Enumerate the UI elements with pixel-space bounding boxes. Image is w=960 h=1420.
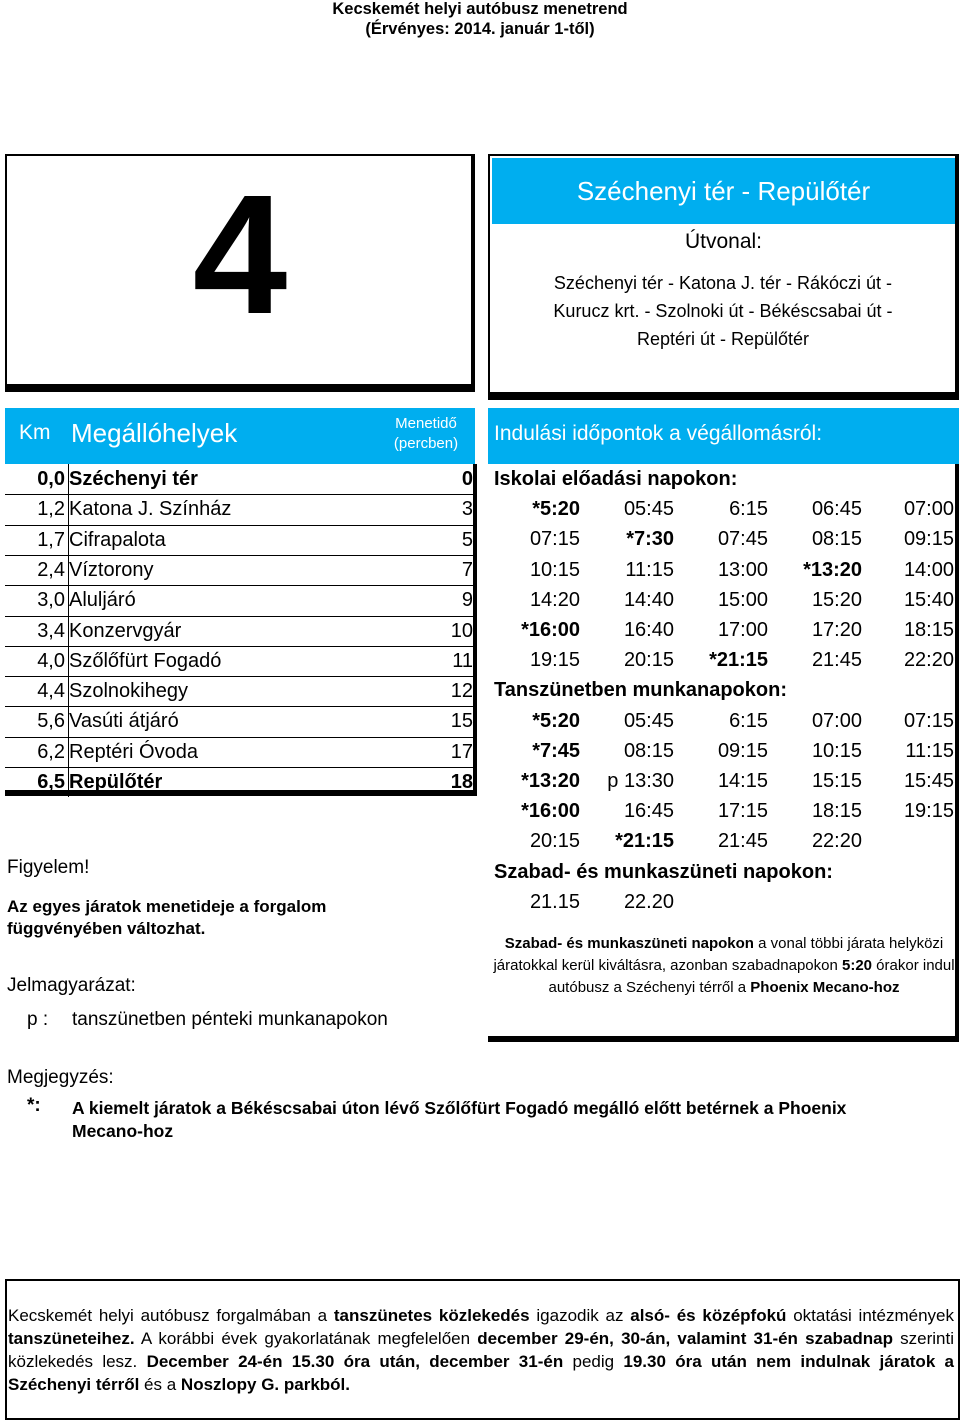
departure-time: 19:15 — [529, 649, 580, 672]
departures-header: Indulási időpontok a végállomásról: — [494, 422, 823, 445]
warning-title: Figyelem! — [7, 857, 90, 878]
departure-time: 07:15 — [529, 528, 580, 551]
departure-time: *16:00 — [521, 800, 580, 823]
stop-travel-time: 5 — [461, 528, 473, 551]
departure-time: p 13:30 — [607, 770, 674, 792]
departure-time: 22:20 — [811, 830, 862, 853]
remark-key: *: — [27, 1095, 41, 1116]
stop-name: Konzervgyár — [69, 619, 182, 642]
departure-time: 21:45 — [717, 830, 768, 853]
stop-travel-time: 10 — [450, 619, 473, 642]
departure-time: 15:00 — [717, 588, 768, 611]
text-run: oktatási intézmények — [786, 1306, 954, 1325]
text-run: 5:20 — [841, 957, 873, 974]
warning-text: Az egyes járatok menetideje a forgalom függvényében változhat. — [7, 897, 327, 938]
schedule-section-title: Tanszünetben munkanapokon: — [494, 679, 787, 702]
stop-name: Cifrapalota — [69, 528, 166, 551]
departure-time: *13:20 — [521, 770, 580, 792]
text-run: Noszlopy G. parkból. — [180, 1375, 351, 1394]
departure-time: 16:45 — [623, 800, 674, 823]
departure-time: 17:00 — [717, 619, 768, 641]
stop-travel-time: 9 — [461, 589, 473, 612]
departure-time: *5:20 — [532, 498, 580, 521]
stop-travel-time: 18 — [450, 771, 473, 793]
text-run: A korábbi évek gyakorlatának megfelelően — [134, 1329, 478, 1348]
legend-value: tanszünetben pénteki munkanapokon — [72, 1009, 388, 1030]
stop-name: Szőlőfürt Fogadó — [69, 649, 222, 672]
stop-km: 3,0 — [37, 589, 65, 612]
stop-km: 0,0 — [37, 468, 65, 490]
departure-time: 22:20 — [903, 649, 954, 672]
remark-text: A kiemelt járatok a Békéscsabai úton lévő Szőlőfürt Fogadó megálló előtt betérnek a Phoenix Mecano-hoz — [72, 1098, 847, 1141]
text-run: Phoenix Mecano-hoz — [750, 979, 900, 996]
departure-time: 07:00 — [903, 498, 954, 521]
departure-time: 07:15 — [903, 709, 954, 732]
remark-title: Megjegyzés: — [7, 1067, 114, 1088]
departure-time: *13:20 — [803, 558, 862, 581]
departure-time: 14:00 — [903, 558, 954, 581]
text-run: igazodik az — [529, 1306, 631, 1325]
departure-time: 05:45 — [623, 709, 674, 732]
departure-time: *21:15 — [615, 830, 674, 853]
text-run: a vonal többi járata helyközi járatokkal kerül kiváltásra, azonban szabadnapokon — [493, 935, 944, 974]
departure-time: 10:15 — [811, 739, 862, 762]
footer-notice — [8, 1304, 954, 1396]
text-run: Szabad- és munkaszüneti napokon — [504, 935, 754, 952]
departure-time: 20:15 — [529, 830, 580, 853]
departure-time: 14:20 — [529, 588, 580, 611]
departure-time: 14:40 — [623, 588, 674, 611]
stop-km: 6,5 — [37, 771, 65, 793]
stop-name: Reptéri Óvoda — [69, 740, 198, 763]
route-path-label: Útvonal: — [684, 230, 763, 253]
departure-time: 05:45 — [623, 498, 674, 521]
departure-time: *7:30 — [626, 528, 674, 551]
departure-time: 6:15 — [729, 498, 768, 521]
text-run: december 29-én, 30-án, valamint 31-én szabadnap — [477, 1329, 893, 1348]
validity-date: (Érvényes: 2014. január 1-től) — [365, 20, 595, 38]
text-run: és a — [139, 1375, 181, 1394]
stops-header: Megállóhelyek — [71, 418, 238, 448]
text-run: December 24-én 15.30 óra után, december 31-én — [146, 1352, 564, 1371]
departure-time: 09:15 — [903, 528, 954, 551]
departure-time: 20:15 — [623, 649, 674, 672]
route-title: Széchenyi tér - Repülőtér — [492, 158, 955, 224]
departure-time: 15:20 — [811, 588, 862, 611]
departure-time: 13:00 — [717, 558, 768, 581]
stop-name: Repülőtér — [69, 771, 163, 793]
departure-time: 17:20 — [811, 619, 862, 641]
stop-travel-time: 17 — [450, 740, 473, 763]
departure-time: 21.15 — [529, 890, 580, 913]
route-number: 4 — [192, 160, 288, 350]
stop-km: 1,2 — [37, 498, 65, 521]
stop-name: Széchenyi tér — [69, 468, 198, 490]
text-run: órakor indul autóbusz a Széchenyi térről a — [548, 957, 955, 996]
stop-km: 6,2 — [37, 740, 65, 763]
departure-time: 11:15 — [905, 739, 954, 762]
route-path-line: Kurucz krt. - Szolnoki út - Békéscsabai út - — [553, 301, 893, 321]
stop-name: Aluljáró — [69, 589, 136, 612]
schedule-section-title: Iskolai előadási napokon: — [494, 468, 738, 490]
travel-time-header: Menetidő (percben) — [393, 415, 459, 452]
departure-time: 07:00 — [811, 709, 862, 732]
holiday-note — [492, 933, 956, 999]
stops-table-frame — [5, 464, 477, 796]
departure-time: 07:45 — [717, 528, 768, 551]
departure-time: 15:40 — [903, 588, 954, 611]
departures-table-header — [488, 408, 959, 464]
departure-time: 10:15 — [529, 558, 580, 581]
departure-time: 18:15 — [811, 800, 862, 823]
departure-time: 15:45 — [903, 770, 954, 792]
departure-time: 14:15 — [717, 770, 768, 792]
departure-time: *7:45 — [532, 739, 580, 762]
stop-km: 5,6 — [37, 710, 65, 733]
text-run: pedig — [563, 1352, 624, 1371]
route-path — [508, 269, 938, 353]
stop-name: Vasúti átjáró — [69, 710, 179, 733]
text-run: 19.30 óra után nem indulnak járatok a Széchenyi térről — [8, 1352, 955, 1394]
departure-time: 08:15 — [811, 528, 862, 551]
stop-km: 1,7 — [37, 528, 65, 551]
stop-travel-time: 0 — [461, 468, 473, 490]
stop-km: 2,4 — [37, 558, 65, 581]
stop-travel-time: 12 — [450, 680, 473, 703]
stop-name: Szolnokihegy — [69, 680, 188, 703]
departure-time: 17:15 — [717, 800, 768, 823]
text-run: tanszünetes közlekedés — [333, 1306, 530, 1325]
departure-time: 16:40 — [623, 619, 674, 641]
legend-title: Jelmagyarázat: — [7, 975, 136, 996]
departure-time: 6:15 — [729, 709, 768, 732]
departure-time: 19:15 — [903, 800, 954, 823]
stop-travel-time: 3 — [461, 498, 473, 521]
departure-time: 21:45 — [811, 649, 862, 672]
stop-km: 3,4 — [37, 619, 65, 642]
stop-travel-time: 11 — [452, 649, 473, 672]
route-path-line: Széchenyi tér - Katona J. tér - Rákóczi út - — [553, 273, 893, 293]
departure-time: *5:20 — [532, 709, 580, 732]
departure-time: *16:00 — [521, 619, 580, 641]
text-run: Kecskemét helyi autóbusz forgalmában a — [8, 1306, 334, 1325]
stop-name: Víztorony — [69, 558, 154, 581]
stop-name: Katona J. Színház — [69, 498, 232, 521]
route-path-line: Reptéri út - Repülőtér — [636, 329, 810, 349]
timetable-title: Kecskemét helyi autóbusz menetrend — [332, 0, 628, 18]
departure-time: *21:15 — [709, 649, 768, 672]
text-run: tanszüneteihez. — [8, 1329, 135, 1348]
text-run: alsó- és középfokú — [630, 1306, 787, 1325]
departure-time: 08:15 — [623, 739, 674, 762]
departure-time: 18:15 — [903, 619, 954, 641]
schedule-section-title: Szabad- és munkaszüneti napokon: — [494, 860, 833, 883]
stop-km: 4,0 — [37, 649, 65, 672]
departure-time: 22.20 — [623, 890, 674, 913]
stops-table-header — [5, 408, 475, 464]
text-run: szerinti közlekedés lesz. — [8, 1329, 955, 1371]
departure-time: 11:15 — [625, 558, 674, 581]
departure-time: 06:45 — [811, 498, 862, 521]
departure-time: 09:15 — [717, 739, 768, 762]
stop-travel-time: 7 — [461, 558, 473, 581]
stop-km: 4,4 — [37, 680, 65, 703]
km-header: Km — [19, 421, 51, 444]
legend-key: p : — [27, 1009, 49, 1030]
stop-travel-time: 15 — [450, 710, 473, 733]
departure-time: 15:15 — [811, 770, 862, 792]
